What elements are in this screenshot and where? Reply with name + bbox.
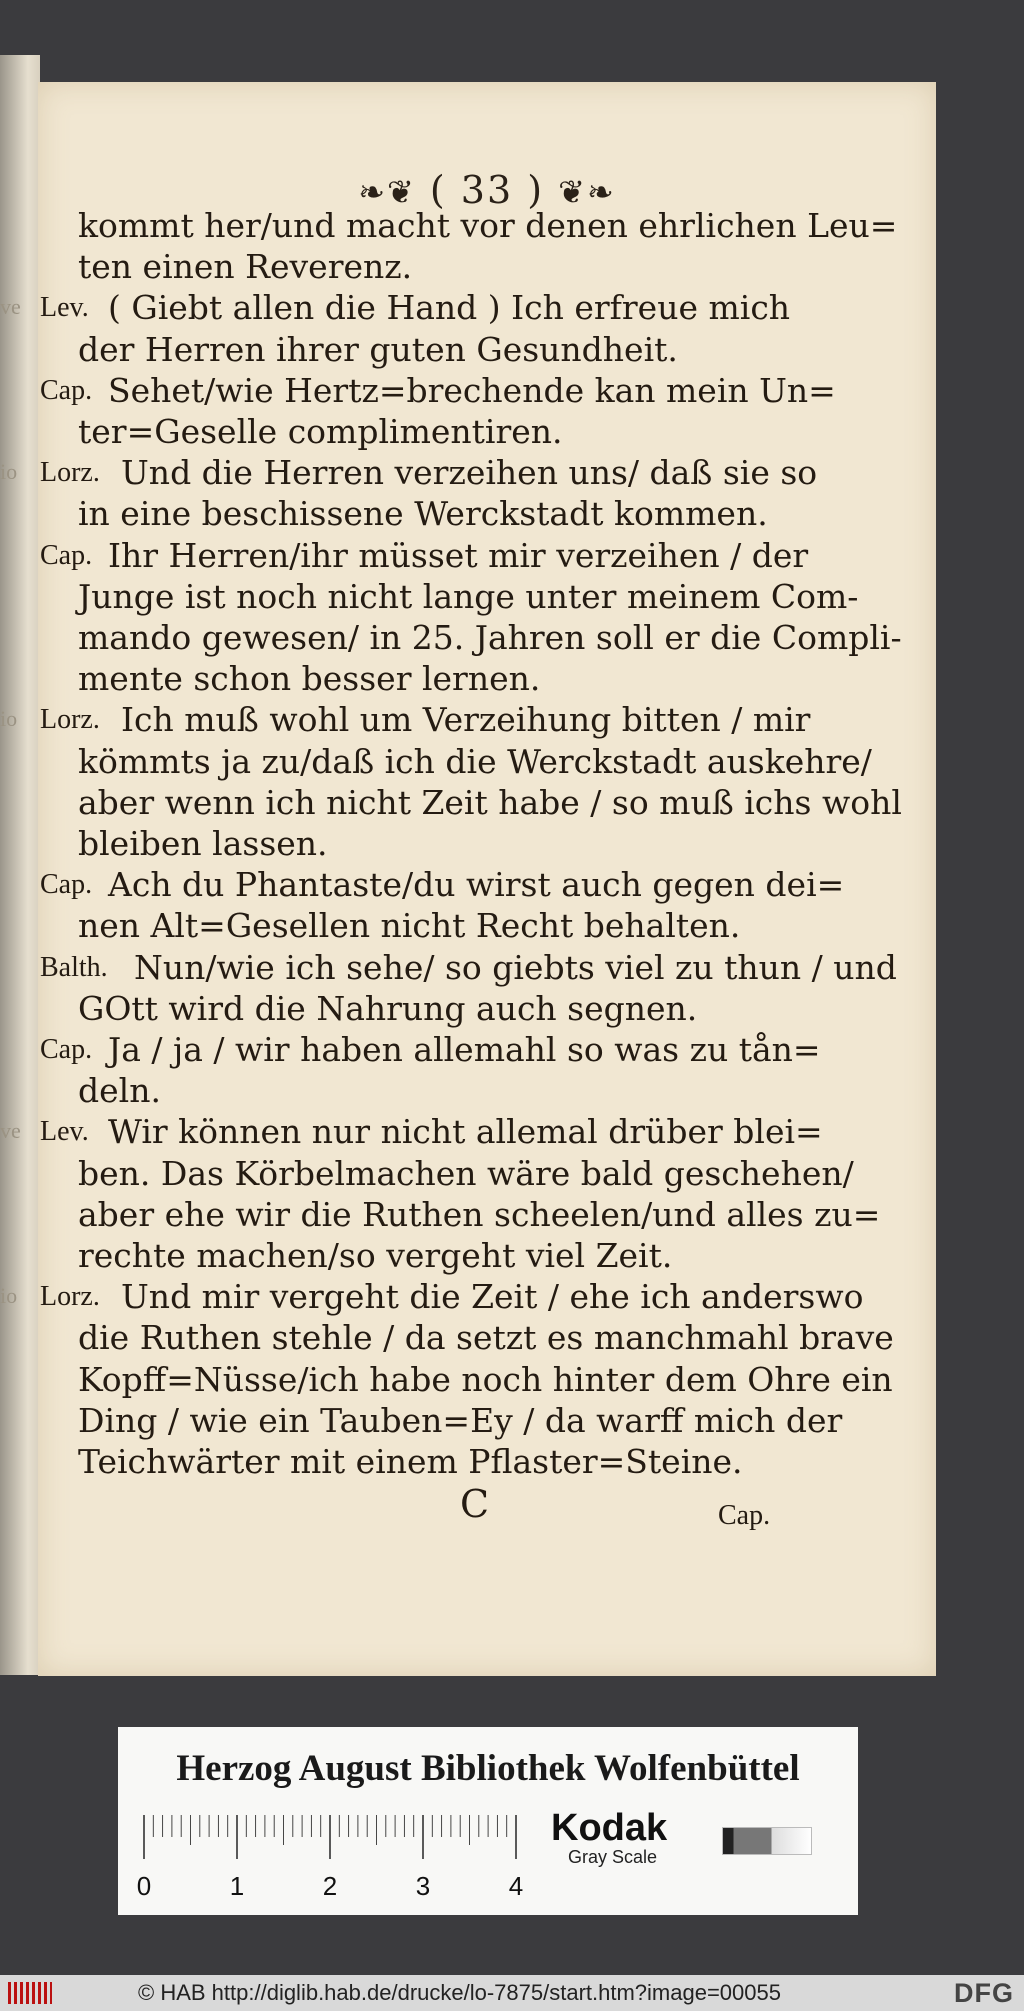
line-text: ter=Geselle complimentiren. bbox=[78, 412, 563, 451]
copyright-url[interactable]: © HAB http://diglib.hab.de/drucke/lo-7875/start.htm?image=00055 bbox=[138, 1980, 781, 2005]
library-name: Herzog August Bibliothek Wolfenbüttel bbox=[176, 1748, 800, 1789]
color-card bbox=[118, 1727, 858, 1915]
line-text: Wir können nur nicht allemal drüber blei= bbox=[108, 1112, 823, 1152]
line-text: mando gewesen/ in 25. Jahren soll er die Compli- bbox=[78, 618, 902, 657]
text-line bbox=[38, 659, 936, 699]
catchword: Cap. bbox=[718, 1500, 771, 1531]
speaker-name: Cap. bbox=[40, 539, 93, 571]
line-text: GOtt wird die Nahrung auch segnen. bbox=[78, 988, 698, 1028]
line-text: aber ehe wir die Ruthen scheelen/und alles zu= bbox=[78, 1194, 881, 1234]
ruler-label: 4 bbox=[508, 1871, 524, 1901]
ruler-label: 3 bbox=[415, 1871, 431, 1901]
line-text: kömmts ja zu/daß ich die Werckstadt auskehre/ bbox=[78, 741, 872, 781]
gray-scale-label: Gray Scale bbox=[568, 1847, 658, 1867]
text-line bbox=[0, 453, 936, 493]
kodak-logo: Kodak bbox=[551, 1807, 668, 1849]
speaker-name: Balth. bbox=[40, 951, 108, 983]
speaker-name: Lorz. bbox=[40, 704, 100, 736]
ruler-label: 2 bbox=[322, 1871, 338, 1901]
line-text: Sehet/wie Hertz=brechende kan mein Un= bbox=[108, 370, 836, 410]
line-text: Ja / ja / wir haben allemahl so was zu tån= bbox=[108, 1030, 821, 1069]
text-line bbox=[38, 906, 936, 946]
line-text: aber wenn ich nicht Zeit habe / so muß ichs wohl bbox=[78, 782, 902, 822]
text-line bbox=[38, 1195, 936, 1235]
text-line bbox=[38, 247, 936, 287]
text-line bbox=[38, 330, 936, 370]
text-line bbox=[38, 206, 936, 246]
line-text: mente schon besser lernen. bbox=[78, 659, 541, 699]
text-line bbox=[38, 371, 936, 411]
line-text: Teichwärter mit einem Pflaster=Steine. bbox=[78, 1442, 743, 1481]
margin-bleed-text: ve bbox=[0, 1118, 21, 1144]
text-line bbox=[38, 1442, 936, 1482]
text-line bbox=[38, 783, 936, 823]
text-line bbox=[38, 412, 936, 452]
text-line bbox=[38, 948, 936, 988]
margin-bleed-text: io bbox=[0, 1283, 18, 1309]
ruler-label: 1 bbox=[229, 1871, 245, 1901]
line-text: bleiben lassen. bbox=[78, 824, 328, 863]
book-page bbox=[0, 82, 936, 1676]
ornament-right-icon: ❦❧ bbox=[558, 173, 616, 211]
line-text: deln. bbox=[78, 1071, 161, 1111]
barcode-icon bbox=[8, 1982, 52, 2004]
text-line bbox=[38, 1030, 936, 1070]
ruler-ticks bbox=[144, 1815, 516, 1859]
line-text: nen Alt=Gesellen nicht Recht behalten. bbox=[78, 906, 741, 946]
speaker-name: Lorz. bbox=[40, 457, 100, 489]
gray-scale-patch bbox=[722, 1827, 812, 1855]
ornament-left-icon: ❧❦ bbox=[358, 173, 416, 211]
ruler-label: 0 bbox=[136, 1871, 152, 1901]
text-line bbox=[38, 536, 936, 576]
line-text: Junge ist noch nicht lange unter meinem Com- bbox=[78, 576, 859, 616]
text-line bbox=[38, 1318, 936, 1358]
line-text: Ich muß wohl um Verzeihung bitten / mir bbox=[121, 700, 811, 740]
line-text: Ihr Herren/ihr müsset mir verzeihen / der bbox=[108, 535, 809, 575]
page-number: ( 33 ) bbox=[429, 168, 545, 212]
margin-bleed-text: ve bbox=[0, 294, 21, 320]
text-line bbox=[0, 288, 936, 328]
signature-mark: C bbox=[460, 1482, 490, 1526]
line-text: der Herren ihrer guten Gesundheit. bbox=[78, 329, 678, 369]
line-text: ten einen Reverenz. bbox=[78, 247, 413, 287]
text-line bbox=[0, 700, 936, 740]
speaker-name: Lev. bbox=[40, 292, 89, 324]
speaker-name: Cap. bbox=[40, 1034, 93, 1065]
text-line bbox=[38, 742, 936, 782]
text-line bbox=[0, 1112, 936, 1152]
speaker-name: Lorz. bbox=[40, 1281, 100, 1313]
text-line bbox=[38, 1236, 936, 1276]
line-text: Ach du Phantaste/du wirst auch gegen dei= bbox=[108, 865, 845, 905]
text-line bbox=[38, 1154, 936, 1194]
line-text: in eine beschissene Werckstadt kommen. bbox=[78, 494, 768, 534]
line-text: Nun/wie ich sehe/ so giebts viel zu thun / und bbox=[134, 947, 897, 987]
speaker-name: Cap. bbox=[40, 869, 93, 901]
speaker-name: Cap. bbox=[40, 374, 93, 406]
text-line bbox=[0, 1277, 936, 1317]
text-line bbox=[38, 494, 936, 534]
dfg-logo: DFG bbox=[954, 1978, 1014, 2008]
ruler-scale bbox=[136, 1811, 530, 1903]
line-text: ben. Das Körbelmachen wäre bald geschehen/ bbox=[78, 1153, 854, 1193]
text-line bbox=[38, 1071, 936, 1111]
line-text: Und die Herren verzeihen uns/ daß sie so bbox=[121, 453, 818, 493]
text-line bbox=[38, 865, 936, 905]
line-text: Ding / wie ein Tauben=Ey / da warff mich der bbox=[78, 1400, 843, 1440]
line-text: die Ruthen stehle / da setzt es manchmahl brave bbox=[78, 1318, 894, 1358]
text-line bbox=[38, 577, 936, 617]
text-line bbox=[38, 618, 936, 658]
text-line bbox=[38, 989, 936, 1029]
ruler-labels bbox=[137, 1871, 523, 1901]
text-line bbox=[38, 1360, 936, 1400]
text-line bbox=[38, 824, 936, 864]
line-text: ( Giebt allen die Hand ) Ich erfreue mich bbox=[108, 288, 791, 328]
line-text: kommt her/und macht vor denen ehrlichen Leu= bbox=[78, 206, 898, 245]
footer-bar bbox=[0, 1975, 1024, 2011]
margin-bleed-text: io bbox=[0, 706, 18, 732]
speaker-name: Lev. bbox=[40, 1116, 89, 1148]
line-text: rechte machen/so vergeht viel Zeit. bbox=[78, 1236, 673, 1275]
margin-bleed-text: io bbox=[0, 459, 18, 485]
line-text: Kopff=Nüsse/ich habe noch hinter dem Ohre ein bbox=[78, 1359, 893, 1399]
line-text: Und mir vergeht die Zeit / ehe ich anderswo bbox=[121, 1277, 864, 1317]
text-line bbox=[38, 1401, 936, 1441]
